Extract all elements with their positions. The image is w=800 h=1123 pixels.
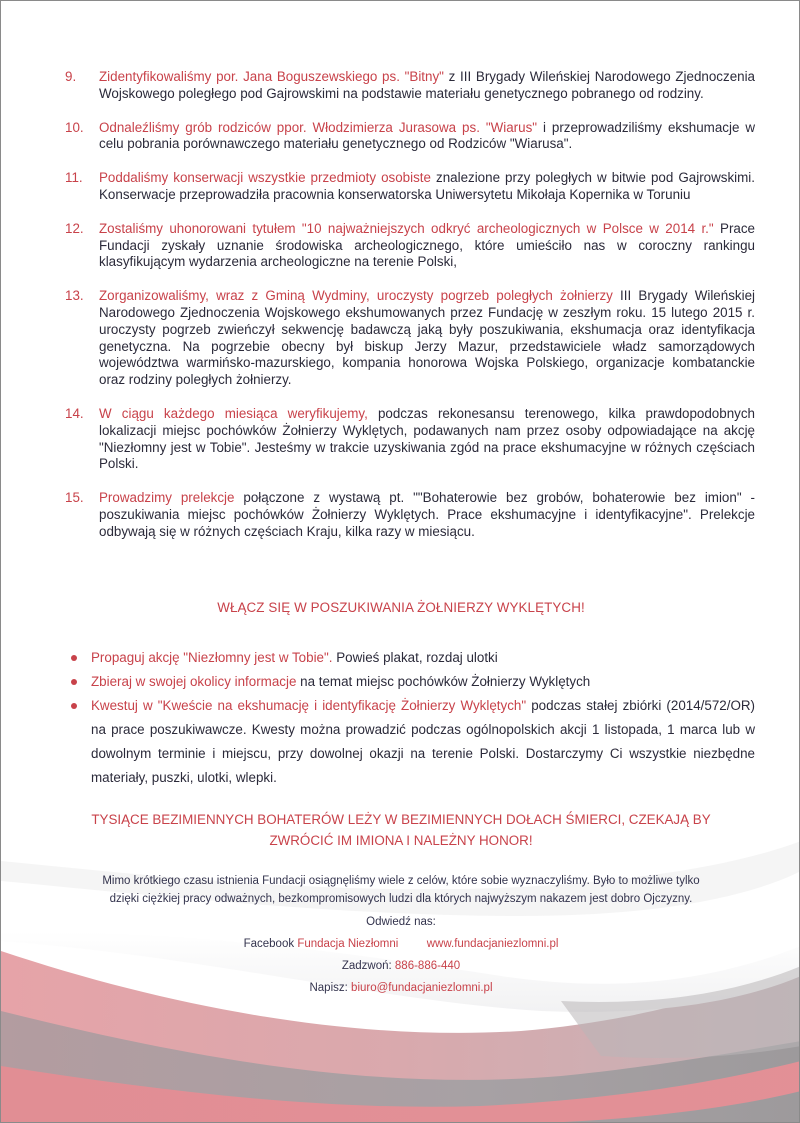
website-link[interactable]: www.fundacjaniezlomni.pl [426, 938, 559, 950]
achievement-item-11 [65, 170, 755, 204]
appeal-banner [1, 809, 800, 851]
bullet-text: podczas stałej zbiórki (2014/572/OR) na prace poszukiwawcze. Kwesty można prowadzić podczas ogólnopolskich akcji 1 listopada, 1 marca lub w dowolnym terminie i miejscu, przy dowolnej okazji na terenie Polski. Dostarczymy Ci wszystkie niezbędne materiały, puszki, ulotki, wlepki. [91, 698, 755, 785]
achievement-item-15 [65, 490, 755, 540]
item-number: 15. [65, 490, 84, 506]
cta-bullet-item [69, 694, 755, 790]
phone-number-link[interactable]: 886-886-440 [394, 960, 461, 972]
call-to-action-list [69, 646, 755, 790]
appeal-line-2: ZWRÓCIĆ IM IMIONA I NALEŻNY HONOR! [269, 833, 533, 848]
bullet-dot-icon [71, 703, 77, 709]
bullet-highlight: Propaguj akcję "Niezłomny jest w Tobie". [91, 650, 333, 665]
item-text: i przeprowadziliśmy ekshumacje w celu pobrania porównawczego materiału genetycznego od Rodziców "Wiarusa". [99, 119, 755, 152]
bullet-text: na temat miejsc pochówków Żołnierzy Wyklętych [296, 674, 591, 689]
call-to-action-heading: WŁĄCZ SIĘ W POSZUKIWANIA ŻOŁNIERZY WYKLĘTYCH! [217, 600, 585, 615]
item-text: znalezione przy poległych w bitwie pod Gajrowskimi. Konserwacje przeprowadziła pracownia konserwatorska Uniwersytetu Mikołaja Kopernika w Toruniu [99, 170, 755, 202]
item-text: III Brygady Wileńskiej Narodowego Zjednoczenia Wojskowego ekshumowanych przez Fundację w zeszłym roku. 15 lutego 2015 r. uroczysty pogrzeb zwieńczył sekwencję badawczą jaką były poszukiwania, ekshumacja oraz identyfikacja genetyczna. Na pogrzebie obecny był biskup Jerzy Mazur, przedstawiciele władz samorządowych województwa warmińsko-mazurskiego, kompania honorowa Wojska Polskiego, organizacje kombatanckie oraz rodziny poległych żołnierzy. [99, 288, 755, 388]
item-text: połączone z wystawą pt. ""Bohaterowie bez grobów, bohaterowie bez imion" - poszukiwania miejsc pochówków Żołnierzy Wyklętych. Prace ekshumacyjne i identyfikacyjne". Prelekcje odbywają się w różnych częściach Kraju, kilka razy w miesiącu. [99, 490, 755, 539]
item-highlight: Zorganizowaliśmy, wraz z Gminą Wydminy, uroczysty pogrzeb poległych żołnierzy [99, 288, 613, 304]
achievement-item-9 [65, 69, 755, 103]
achievement-item-13 [65, 288, 755, 389]
facebook-link[interactable]: Fundacja Niezłomni [297, 938, 399, 950]
email-label: Napisz: [309, 982, 348, 994]
achievements-list [65, 69, 755, 558]
item-number: 11. [65, 170, 83, 186]
contact-block [1, 911, 800, 999]
social-row [1, 933, 800, 955]
item-number: 12. [65, 220, 84, 236]
email-row [1, 977, 800, 999]
email-link[interactable]: biuro@fundacjaniezlomni.pl [351, 982, 493, 994]
achievement-item-14 [65, 406, 755, 473]
item-highlight: W ciągu każdego miesiąca weryfikujemy, [99, 405, 368, 421]
item-text: podczas rekonesansu terenowego, kilka prawdopodobnych lokalizacji miejsc pochówków Żołnierzy Wyklętych, podawanych nam przez osoby odpowiadające na akcję "Niezłomny jest w Tobie". Jesteśmy w trakcie uzyskiwania zgód na prace ekshumacyjne w różnych częściach Polski. [99, 405, 755, 472]
item-highlight: Odnaleźliśmy grób rodziców ppor. Włodzimierza Jurasowa ps. "Wiarus" [99, 119, 538, 135]
item-text: Prace Fundacji zyskały uznanie środowiska archeologicznego, które umieściło nas w coroczny rankingu klasyfikującym wydarzenia archeologiczne na terenie Polski, [99, 220, 756, 270]
bullet-dot-icon [71, 679, 77, 685]
bullet-text: Powieś plakat, rozdaj ulotki [332, 650, 498, 665]
facebook-label: Facebook [243, 938, 295, 950]
bullet-highlight: Zbieraj w swojej okolicy informacje [91, 674, 297, 689]
item-text: z III Brygady Wileńskiej Narodowego Zjednoczenia Wojskowego poległego pod Gajrowskimi na podstawie materiału genetycznego pobranego od rodziny. [99, 69, 756, 101]
cta-bullet-item [69, 646, 755, 670]
phone-row [1, 955, 800, 977]
closing-paragraph [41, 872, 761, 908]
achievement-item-10 [65, 120, 755, 154]
item-number: 13. [65, 288, 84, 304]
item-number: 14. [65, 405, 84, 421]
achievement-item-12 [65, 221, 755, 271]
item-highlight: Zidentyfikowaliśmy por. Jana Boguszewskiego ps. "Bitny" [99, 69, 444, 84]
item-highlight: Poddaliśmy konserwacji wszystkie przedmioty osobiste [99, 170, 431, 186]
item-number: 10. [65, 119, 84, 135]
appeal-line-1: TYSIĄCE BEZIMIENNYCH BOHATERÓW LEŻY W BEZIMIENNYCH DOŁACH ŚMIERCI, CZEKAJĄ BY [91, 812, 711, 827]
cta-bullet-item [69, 670, 755, 694]
phone-label: Zadzwoń: [341, 960, 392, 972]
item-highlight: Prowadzimy prelekcje [99, 490, 235, 506]
bullet-highlight: Kwestuj w "Kweście na ekshumację i identyfikację Żołnierzy Wyklętych" [91, 698, 527, 713]
item-number: 9. [65, 69, 77, 84]
closing-line-2: dzięki ciężkiej pracy odważnych, bezkompromisowych ludzi dla których najwyższym nakazem jest dobro Ojczyzny. [109, 893, 693, 905]
closing-line-1: Mimo krótkiego czasu istnienia Fundacji osiągnęliśmy wiele z celów, które sobie wyznaczyliśmy. Było to możliwe tylko [102, 875, 700, 887]
bullet-dot-icon [71, 655, 77, 661]
item-highlight: Zostaliśmy uhonorowani tytułem "10 najważniejszych odkryć archeologicznych w Polsce w 2014 r." [99, 220, 714, 236]
visit-label: Odwiedź nas: [366, 916, 436, 928]
